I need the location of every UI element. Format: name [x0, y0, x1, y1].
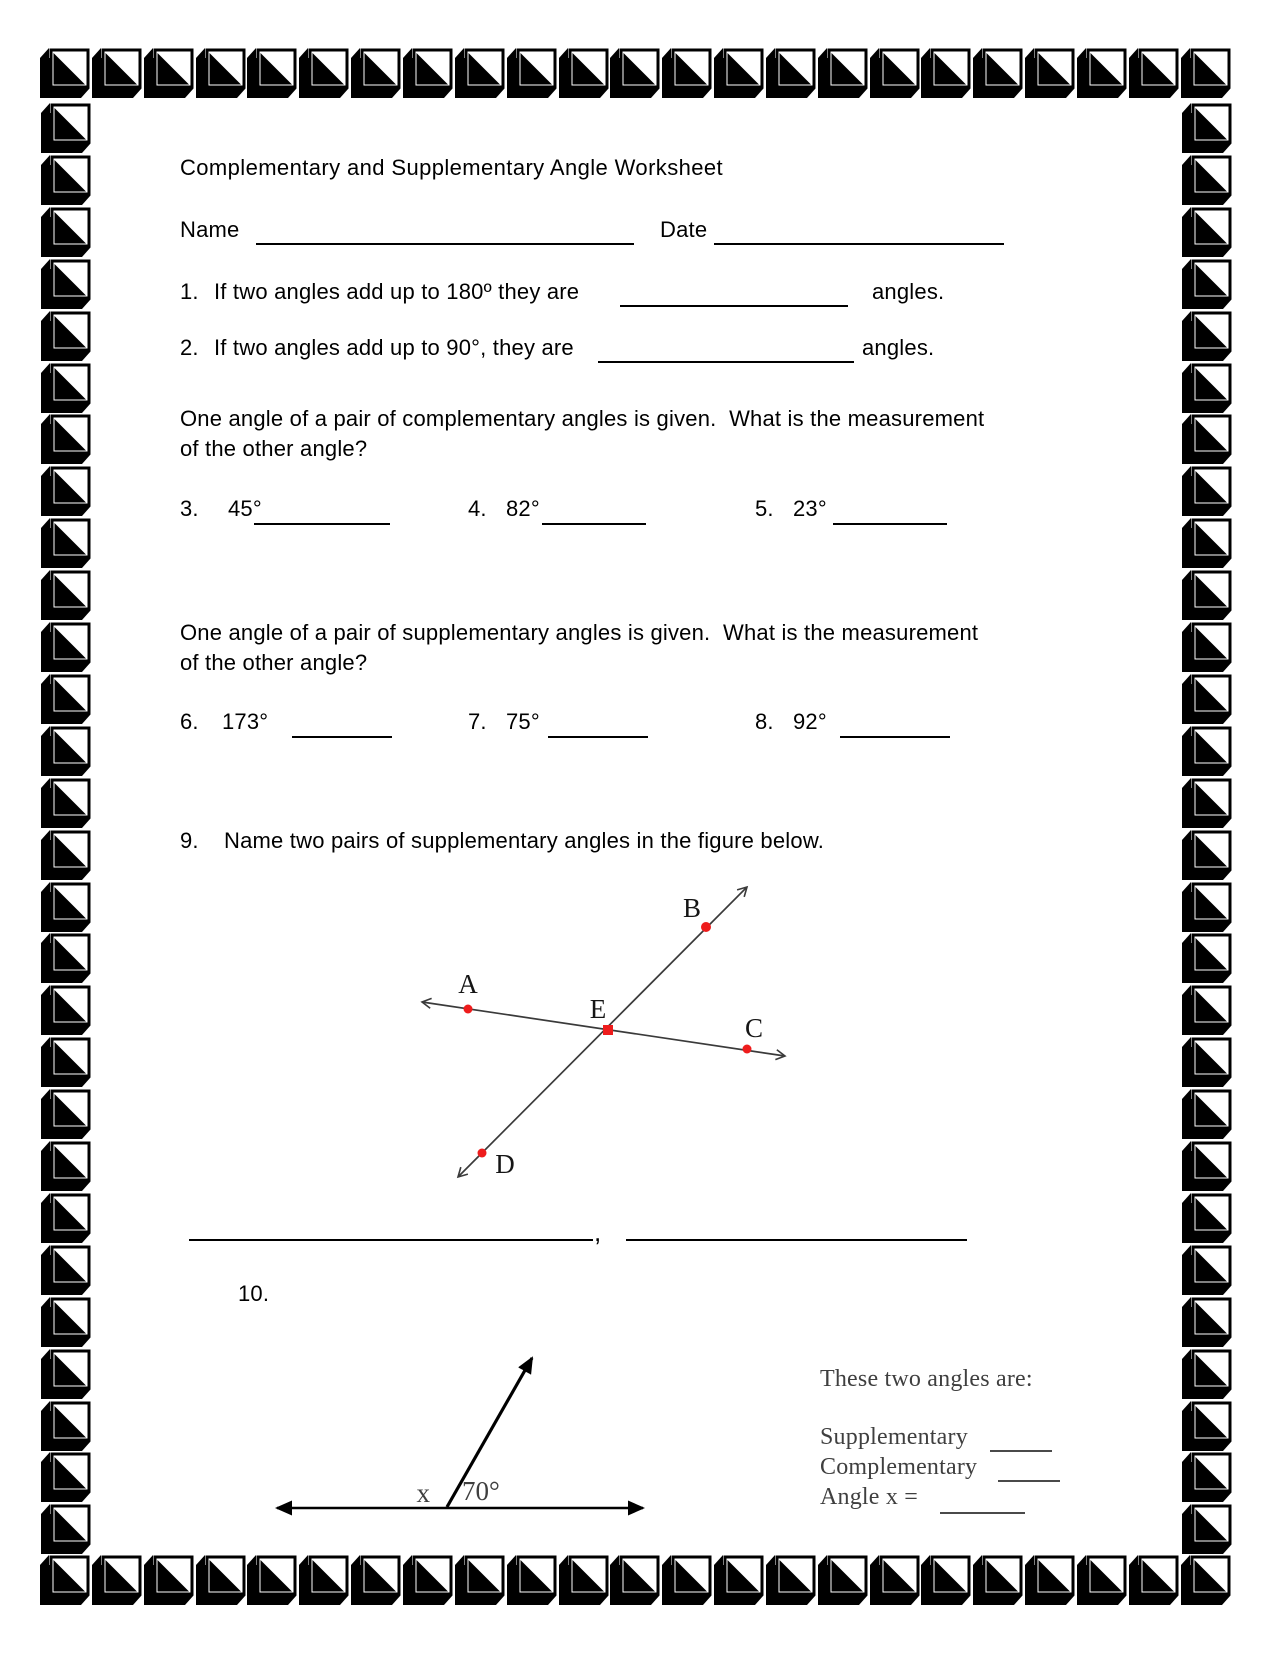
- triangle-square-tile-icon: [41, 570, 91, 620]
- triangle-square-tile-icon: [41, 414, 91, 464]
- triangle-square-tile-icon: [870, 1555, 920, 1605]
- q9-text: Name two pairs of supplementary angles in the figure below.: [224, 828, 825, 853]
- triangle-square-tile-icon: [403, 1555, 453, 1605]
- triangle-square-tile-icon: [41, 1297, 91, 1347]
- triangle-square-tile-icon: [41, 1037, 91, 1087]
- point-c-label: C: [744, 1013, 764, 1043]
- triangle-square-tile-icon: [1182, 1089, 1232, 1139]
- name-label: Name: [180, 217, 240, 242]
- triangle-square-tile-icon: [247, 48, 297, 98]
- q9-number: 9.: [180, 828, 199, 853]
- q6-angle: 173°: [222, 709, 269, 734]
- triangle-square-tile-icon: [1077, 48, 1127, 98]
- triangle-square-tile-icon: [1182, 1401, 1232, 1451]
- triangle-square-tile-icon: [921, 48, 971, 98]
- triangle-square-tile-icon: [1182, 778, 1232, 828]
- triangle-square-tile-icon: [1182, 1141, 1232, 1191]
- q7-angle: 75°: [506, 709, 540, 734]
- triangle-square-tile-icon: [1182, 830, 1232, 880]
- q1-blank: [620, 305, 848, 307]
- triangle-square-tile-icon: [41, 363, 91, 413]
- triangle-square-tile-icon: [41, 985, 91, 1035]
- triangle-square-tile-icon: [1182, 155, 1232, 205]
- triangle-square-tile-icon: [1182, 518, 1232, 568]
- q1-text: If two angles add up to 180º they are: [214, 279, 580, 304]
- q9-answer-blank-2: [626, 1239, 967, 1241]
- q9-answer-separator: ,: [594, 1217, 602, 1247]
- triangle-square-tile-icon: [196, 48, 246, 98]
- triangle-square-tile-icon: [40, 1555, 90, 1605]
- q2-suffix: angles.: [862, 335, 935, 360]
- complementary-option-blank: [998, 1480, 1060, 1482]
- supplementary-option-label: Supplementary: [820, 1424, 968, 1450]
- triangle-square-tile-icon: [714, 48, 764, 98]
- angle-70-label: 70°: [462, 1476, 500, 1506]
- q8-number: 8.: [755, 709, 774, 734]
- name-blank: [256, 243, 634, 245]
- q2-text: If two angles add up to 90°, they are: [214, 335, 574, 360]
- triangle-square-tile-icon: [299, 48, 349, 98]
- q9-answer-blank-1: [189, 1239, 593, 1241]
- triangle-square-tile-icon: [1181, 1555, 1231, 1605]
- triangle-square-tile-icon: [41, 622, 91, 672]
- triangle-square-tile-icon: [973, 1555, 1023, 1605]
- triangle-square-tile-icon: [1182, 570, 1232, 620]
- triangle-square-tile-icon: [92, 1555, 142, 1605]
- triangle-square-tile-icon: [1182, 985, 1232, 1035]
- triangle-square-tile-icon: [144, 1555, 194, 1605]
- triangle-square-tile-icon: [41, 674, 91, 724]
- q2-number: 2.: [180, 335, 199, 360]
- point-b-dot: [701, 922, 711, 932]
- triangle-square-tile-icon: [299, 1555, 349, 1605]
- triangle-square-tile-icon: [1182, 414, 1232, 464]
- point-a-dot: [464, 1005, 473, 1014]
- supplementary-intro-line1: One angle of a pair of supplementary angles is given. What is the measurement: [180, 620, 979, 645]
- q1-number: 1.: [180, 279, 199, 304]
- triangle-square-tile-icon: [1182, 466, 1232, 516]
- angle-x-answer-blank: [940, 1512, 1025, 1514]
- q5-number: 5.: [755, 496, 774, 521]
- triangle-square-tile-icon: [41, 1141, 91, 1191]
- triangle-square-tile-icon: [41, 518, 91, 568]
- triangle-square-tile-icon: [1129, 1555, 1179, 1605]
- q5-angle: 23°: [793, 496, 827, 521]
- complementary-option-label: Complementary: [820, 1454, 978, 1480]
- triangle-square-tile-icon: [1182, 674, 1232, 724]
- triangle-square-tile-icon: [1182, 1193, 1232, 1243]
- point-e-dot: [603, 1025, 613, 1035]
- angle-figure: [250, 1330, 670, 1530]
- triangle-square-tile-icon: [41, 259, 91, 309]
- triangle-square-tile-icon: [1182, 1037, 1232, 1087]
- triangle-square-tile-icon: [1182, 1297, 1232, 1347]
- triangle-square-tile-icon: [41, 1349, 91, 1399]
- triangle-square-tile-icon: [921, 1555, 971, 1605]
- complementary-intro-line1: One angle of a pair of complementary angles is given. What is the measurement: [180, 406, 985, 431]
- triangle-square-tile-icon: [41, 155, 91, 205]
- triangle-square-tile-icon: [196, 1555, 246, 1605]
- triangle-square-tile-icon: [41, 830, 91, 880]
- intersecting-lines-figure: [400, 860, 800, 1190]
- angle-x-equals-label: Angle x =: [820, 1484, 918, 1510]
- triangle-square-tile-icon: [351, 1555, 401, 1605]
- q4-angle: 82°: [506, 496, 540, 521]
- q3-number: 3.: [180, 496, 199, 521]
- triangle-square-tile-icon: [662, 48, 712, 98]
- triangle-square-tile-icon: [1182, 622, 1232, 672]
- q5-blank: [833, 523, 947, 525]
- triangle-square-tile-icon: [40, 48, 90, 98]
- triangle-square-tile-icon: [41, 1401, 91, 1451]
- triangle-square-tile-icon: [1182, 363, 1232, 413]
- triangle-square-tile-icon: [1025, 1555, 1075, 1605]
- q10-number: 10.: [238, 1281, 270, 1306]
- triangle-square-tile-icon: [455, 1555, 505, 1605]
- triangle-square-tile-icon: [1182, 259, 1232, 309]
- triangle-square-tile-icon: [247, 1555, 297, 1605]
- point-d-label: D: [495, 1149, 515, 1179]
- point-b-label: B: [682, 893, 702, 923]
- triangle-square-tile-icon: [1182, 311, 1232, 361]
- q7-blank: [548, 736, 648, 738]
- point-d-dot: [478, 1149, 487, 1158]
- q8-angle: 92°: [793, 709, 827, 734]
- these-angles-intro: These two angles are:: [820, 1366, 1033, 1392]
- triangle-square-tile-icon: [41, 311, 91, 361]
- triangle-square-tile-icon: [351, 48, 401, 98]
- triangle-square-tile-icon: [1182, 1452, 1232, 1502]
- q6-number: 6.: [180, 709, 199, 734]
- point-a-label: A: [458, 969, 478, 999]
- point-e-label: E: [589, 994, 607, 1024]
- triangle-square-tile-icon: [1129, 48, 1179, 98]
- triangle-square-tile-icon: [1182, 933, 1232, 983]
- point-c-dot: [743, 1045, 752, 1054]
- supplementary-intro-line2: of the other angle?: [180, 650, 368, 675]
- triangle-square-tile-icon: [662, 1555, 712, 1605]
- triangle-square-tile-icon: [1182, 1349, 1232, 1399]
- complementary-intro-line2: of the other angle?: [180, 436, 368, 461]
- triangle-square-tile-icon: [41, 1504, 91, 1554]
- triangle-square-tile-icon: [1182, 103, 1232, 153]
- triangle-square-tile-icon: [41, 882, 91, 932]
- triangle-square-tile-icon: [818, 1555, 868, 1605]
- q6-blank: [292, 736, 392, 738]
- triangle-square-tile-icon: [1182, 1504, 1232, 1554]
- triangle-square-tile-icon: [1182, 882, 1232, 932]
- triangle-square-tile-icon: [610, 1555, 660, 1605]
- triangle-square-tile-icon: [507, 48, 557, 98]
- triangle-square-tile-icon: [41, 933, 91, 983]
- triangle-square-tile-icon: [41, 103, 91, 153]
- triangle-square-tile-icon: [559, 48, 609, 98]
- triangle-square-tile-icon: [870, 48, 920, 98]
- triangle-square-tile-icon: [559, 1555, 609, 1605]
- triangle-square-tile-icon: [1077, 1555, 1127, 1605]
- triangle-square-tile-icon: [41, 778, 91, 828]
- q4-blank: [542, 523, 646, 525]
- q1-suffix: angles.: [872, 279, 945, 304]
- triangle-square-tile-icon: [41, 1245, 91, 1295]
- supplementary-option-blank: [990, 1450, 1052, 1452]
- triangle-square-tile-icon: [1181, 48, 1231, 98]
- triangle-square-tile-icon: [973, 48, 1023, 98]
- triangle-square-tile-icon: [41, 726, 91, 776]
- q4-number: 4.: [468, 496, 487, 521]
- triangle-square-tile-icon: [714, 1555, 764, 1605]
- triangle-square-tile-icon: [507, 1555, 557, 1605]
- triangle-square-tile-icon: [818, 48, 868, 98]
- q3-blank: [254, 523, 390, 525]
- triangle-square-tile-icon: [41, 466, 91, 516]
- triangle-square-tile-icon: [92, 48, 142, 98]
- angle-x-label: x: [416, 1478, 430, 1508]
- triangle-square-tile-icon: [610, 48, 660, 98]
- q8-blank: [840, 736, 950, 738]
- triangle-square-tile-icon: [766, 48, 816, 98]
- triangle-square-tile-icon: [455, 48, 505, 98]
- triangle-square-tile-icon: [41, 1089, 91, 1139]
- triangle-square-tile-icon: [766, 1555, 816, 1605]
- triangle-square-tile-icon: [1182, 207, 1232, 257]
- triangle-square-tile-icon: [41, 1452, 91, 1502]
- triangle-square-tile-icon: [41, 1193, 91, 1243]
- q2-blank: [598, 361, 854, 363]
- q3-angle: 45°: [228, 496, 262, 521]
- triangle-square-tile-icon: [144, 48, 194, 98]
- date-label: Date: [660, 217, 708, 242]
- triangle-square-tile-icon: [403, 48, 453, 98]
- triangle-square-tile-icon: [1025, 48, 1075, 98]
- triangle-square-tile-icon: [1182, 1245, 1232, 1295]
- q7-number: 7.: [468, 709, 487, 734]
- date-blank: [714, 243, 1004, 245]
- triangle-square-tile-icon: [41, 207, 91, 257]
- page-title: Complementary and Supplementary Angle Worksheet: [180, 155, 724, 180]
- triangle-square-tile-icon: [1182, 726, 1232, 776]
